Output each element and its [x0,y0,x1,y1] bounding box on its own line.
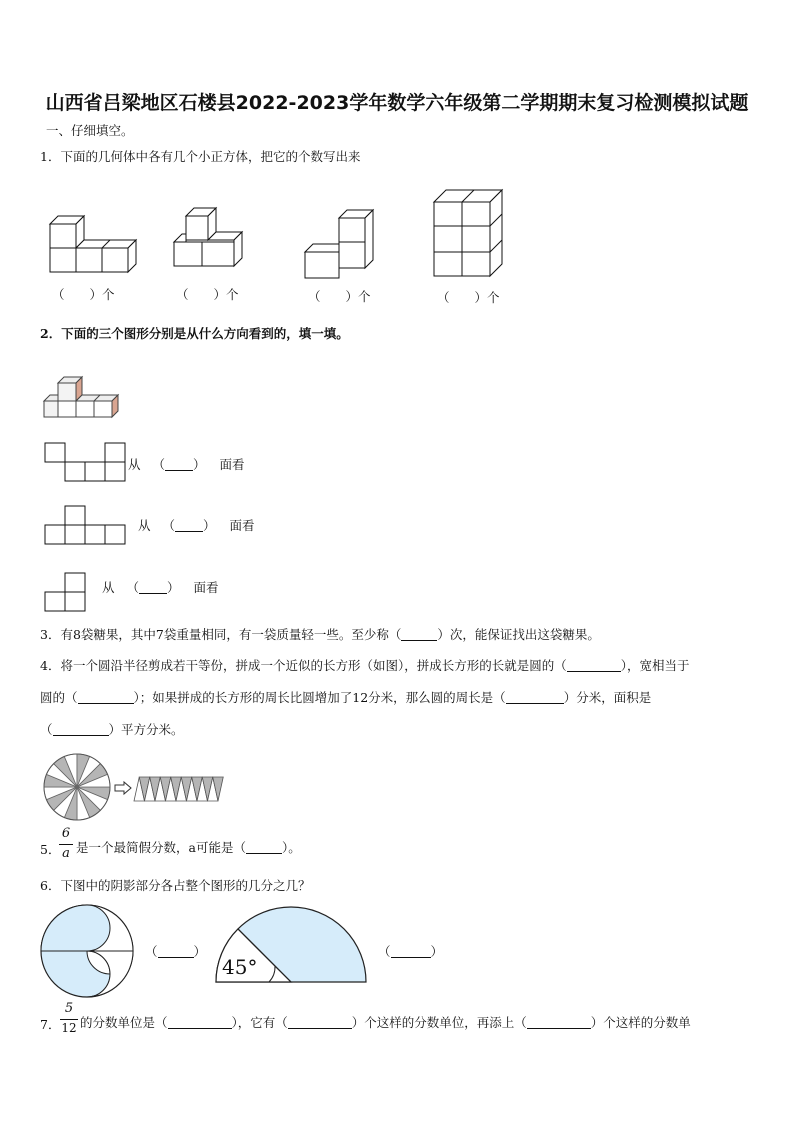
q1-figure-4 [432,186,506,280]
q3-blank[interactable] [401,628,437,641]
q7-blank-2[interactable] [288,1016,352,1029]
from-text: 从 [128,457,141,472]
q1-answer-3[interactable]: （ ）个 [308,289,371,304]
question-5-text [76,838,301,856]
q1-figure-3 [303,208,377,278]
from-text: 从 [102,580,115,595]
q6-swirl-circle [38,903,136,999]
view-text: 面看 [219,457,245,472]
q7-text: ）个这样的分数单位，再添上（ [351,1015,527,1030]
q7-fraction-denominator: 12 [61,1021,77,1035]
question-4-line-3 [40,720,184,738]
q7-text: 的分数单位是（ [80,1015,168,1030]
q2-solid-figure [42,375,126,423]
question-1-text: 1．下面的几何体中各有几个小正方体，把它的个数写出来 [40,149,361,164]
section-heading: 一、仔细填空。 [46,123,134,138]
q7-blank-3[interactable] [527,1016,591,1029]
question-3-text [40,625,600,643]
fraction-bar [60,1019,78,1020]
q7-text: ）个这样的分数单 [590,1015,691,1030]
q4-text: ），宽相当于 [620,658,690,673]
q4-circle-sectors [42,752,112,822]
q5-text-b: ）。 [281,840,301,855]
q7-number: 7． [40,1017,61,1032]
q2-view-2 [44,505,126,545]
q4-blank-1[interactable] [567,659,621,672]
q2-view-1-label: 从 （ ） 面看 [128,457,245,472]
q7-blank-1[interactable] [168,1016,232,1029]
q2-view-3 [44,572,86,612]
q5-number: 5． [40,842,61,857]
q4-text: 圆的（ [40,690,78,705]
q4-text: ）；如果拼成的长方形的周长比圆增加了12分米，那么圆的周长是（ [133,690,506,705]
question-7-text [80,1013,691,1031]
q1-answer-4[interactable]: （ ）个 [437,290,500,305]
q4-text: ）平方分米。 [108,722,184,737]
fraction-bar [59,844,73,845]
q4-text: 4．将一个圆沿半径剪成若干等份，拼成一个近似的长方形（如图），拼成长方形的长就是圆的（ [40,658,567,673]
q5-fraction-denominator: a [62,846,70,861]
q4-blank-3[interactable] [506,691,564,704]
q2-blank-2[interactable] [175,519,203,532]
q1-figure-1 [48,212,140,278]
q5-text-a: 是一个最简假分数，a可能是（ [76,840,246,855]
q4-rearranged-rectangle [134,776,224,802]
question-4-line-2 [40,688,651,706]
q4-blank-4[interactable] [53,723,109,736]
q5-fraction-numerator: 6 [61,826,71,841]
q2-view-1 [44,442,126,482]
q4-blank-2[interactable] [78,691,134,704]
q7-fraction-numerator: 5 [64,1001,74,1016]
q1-figure-2 [172,206,250,276]
question-2-text: 2．下面的三个图形分别是从什么方向看到的，填一填。 [40,326,349,341]
q3-text-b: ）次，能保证找出这袋糖果。 [437,627,600,642]
q2-view-2-label: 从 （ ） 面看 [138,518,255,533]
view-text: 面看 [229,518,255,533]
from-text: 从 [138,518,151,533]
q2-view-3-label: 从 （ ） 面看 [102,580,219,595]
q4-text: （ [40,722,53,737]
q3-text-a: 3．有8袋糖果，其中7袋重量相同，有一袋质量轻一些。至少称（ [40,627,402,642]
q5-blank[interactable] [246,841,282,854]
q7-text: ），它有（ [231,1015,288,1030]
q4-text: ）分米，面积是 [563,690,652,705]
question-6-text: 6．下图中的阴影部分各占整个图形的几分之几？ [40,878,311,893]
q6-answer-2[interactable]: （ ） [378,944,444,959]
page-title: 山西省吕梁地区石楼县2022-2023学年数学六年级第二学期期末复习检测模拟试题 [45,92,749,114]
q1-answer-1[interactable]: （ ）个 [52,287,115,302]
arrow-icon [114,782,132,794]
question-4-line-1 [40,656,689,674]
q1-answer-2[interactable]: （ ）个 [176,287,239,302]
view-text: 面看 [193,580,219,595]
q6-answer-1[interactable]: （ ） [145,944,207,959]
q2-blank-3[interactable] [139,581,167,594]
q6-angle-label: 45° [222,955,258,979]
q2-blank-1[interactable] [165,458,193,471]
